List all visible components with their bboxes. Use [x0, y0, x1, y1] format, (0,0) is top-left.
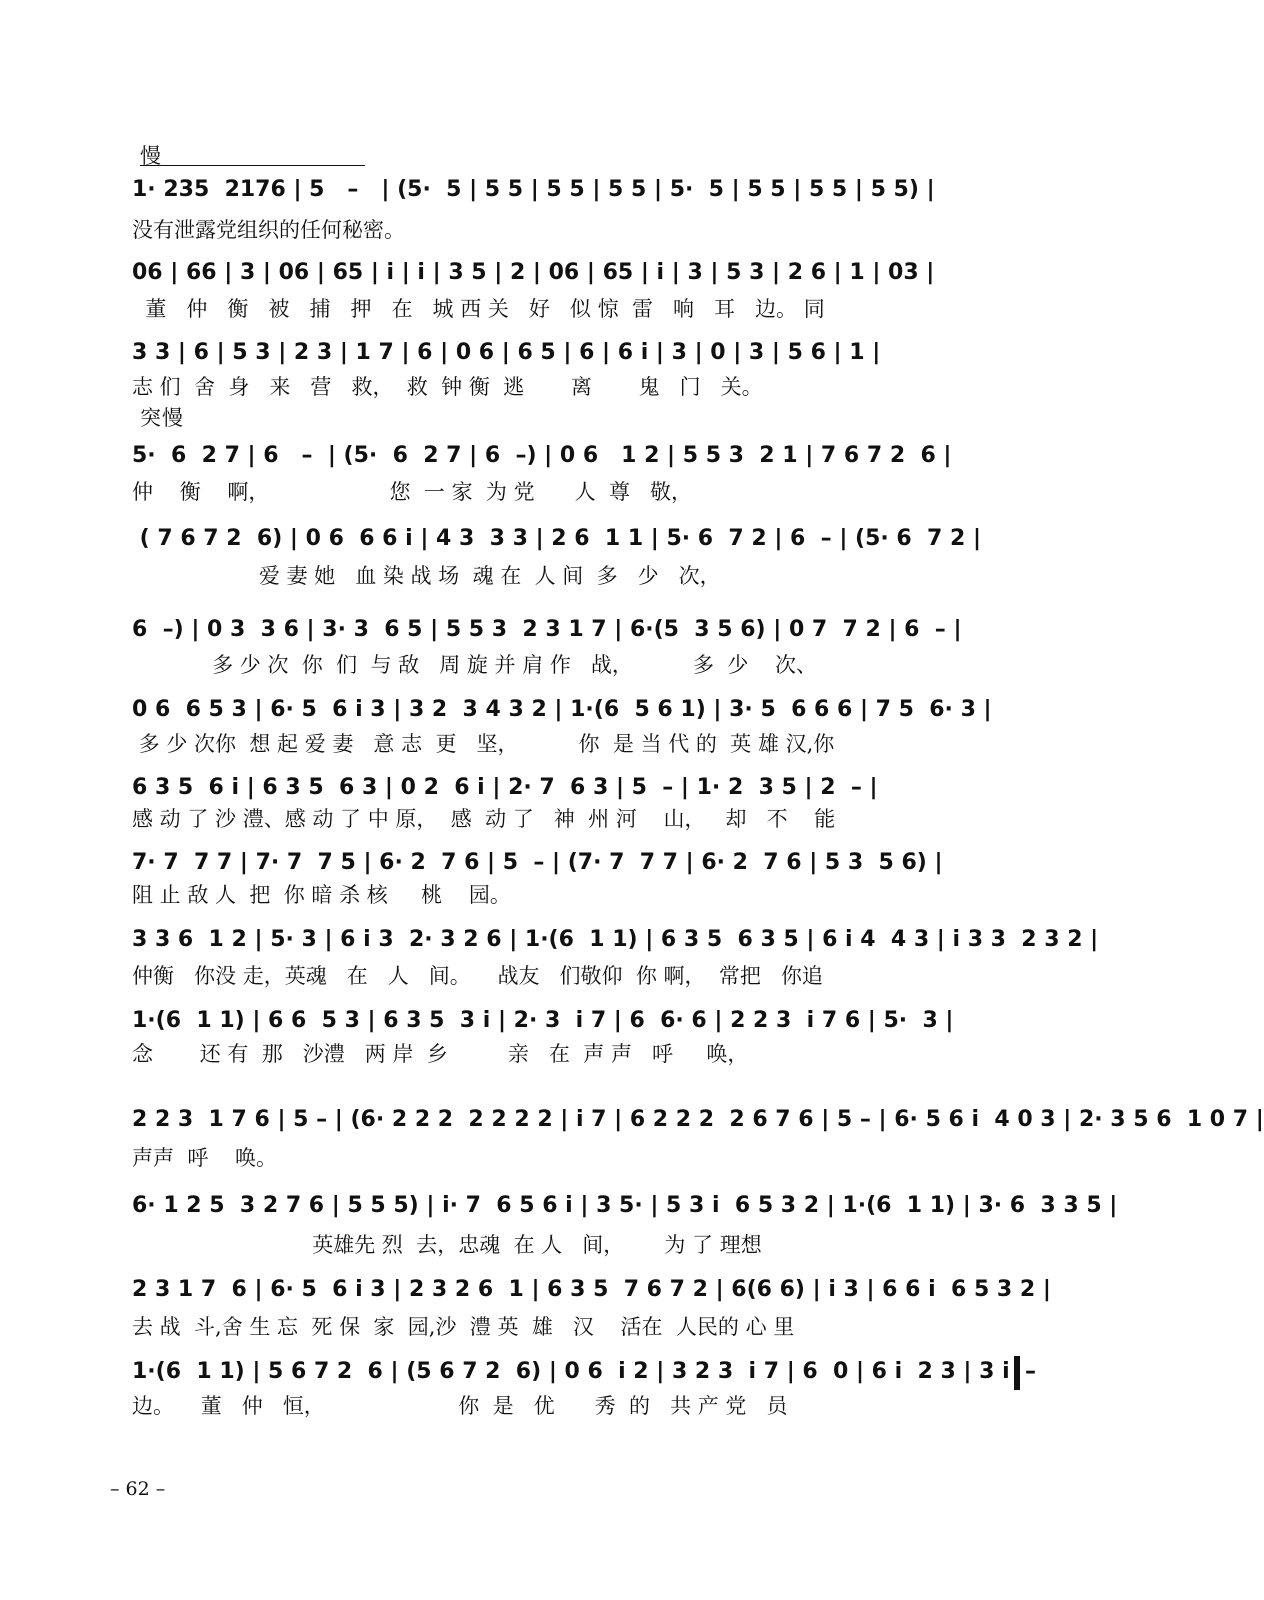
notation-line: ( 7 6 7 2 6) | 0 6 6 6 i | 4 3 3 3 | 2 6 1 1 | 5· 6 7 2 | 6 – | (5· 6 7 2 | — [132, 526, 982, 551]
notation-line: 2 2 3 1 7 6 | 5 – | (6· 2 2 2 2 2 2 2 | i 7 | 6 2 2 2 2 6 7 6 | 5 – | 6· 5 6 i 4 0 3 | 2· 3 5 6 1 0 7 | — [132, 1107, 1264, 1132]
lyrics-line: 仲 衡 啊， 您 一 家 为 党 人 尊 敬， — [132, 480, 693, 504]
lyrics-line: 爱 妻 她 血 染 战 场 魂 在 人 间 多 少 次， — [132, 564, 721, 588]
notation-line: 1· 235 2176 | 5 – | (5· 5 | 5 5 | 5 5 | 5 5 | 5· 5 | 5 5 | 5 5 | 5 5) | — [132, 177, 935, 202]
notation-line: 06 | 66 | 3 | 06 | 65 | i | i | 3 5 | 2 | 06 | 65 | i | 3 | 5 3 | 2 6 | 1 | 03 | — [132, 260, 935, 285]
lyrics-line: 志 们 舍 身 来 营 救， 救 钟 衡 逃 离 鬼 门 关。 — [132, 375, 763, 399]
tempo-mark-slow: 慢 — [140, 144, 162, 168]
lyrics-line: 没有泄露党组织的任何秘密。 — [132, 218, 405, 242]
notation-line: 5· 6 2 7 | 6 – | (5· 6 2 7 | 6 –) | 0 6 1 2 | 5 5 3 2 1 | 7 6 7 2 6 | — [132, 443, 952, 468]
lyrics-line: 多 少 次 你 们 与 敌 周 旋 并 肩 作 战， 多 少 次、 — [132, 653, 818, 677]
lyrics-line: 念 还 有 那 沙澧 两 岸 乡 亲 在 声 声 呼 唤， — [132, 1042, 749, 1066]
notation-line: 1·(6 1 1) | 6 6 5 3 | 6 3 5 3 i | 2· 3 i 7 | 6 6· 6 | 2 2 3 i 7 6 | 5· 3 | — [132, 1008, 954, 1033]
notation-line: 6· 1 2 5 3 2 7 6 | 5 5 5) | i· 7 6 5 6 i | 3 5· | 5 3 i 6 5 3 2 | 1·(6 1 1) | 3· 6 3 3 5 | — [132, 1193, 1118, 1218]
lyrics-line: 英雄先 烈 去，忠魂 在 人 间， 为 了 理想 — [132, 1233, 762, 1257]
notation-line: 7· 7 7 7 | 7· 7 7 5 | 6· 2 7 6 | 5 – | (7· 7 7 7 | 6· 2 7 6 | 5 3 5 6) | — [132, 850, 943, 875]
page-number: – 62 – — [110, 1478, 166, 1500]
lyrics-line: 边。 董 仲 恒， 你 是 优 秀 的 共 产 党 员 — [132, 1394, 788, 1418]
notation-line: 1·(6 1 1) | 5 6 7 2 6 | (5 6 7 2 6) | 0 6 i 2 | 3 2 3 i 7 | 6 0 | 6 i 2 3 | 3 i – — [132, 1359, 1036, 1384]
final-barline — [1014, 1356, 1020, 1390]
tempo-mark-sudden-slow: 突慢 — [140, 406, 184, 430]
lyrics-line: 感 动 了 沙 澧、感 动 了 中 原， 感 动 了 神 州 河 山， 却 不 能 — [132, 807, 836, 831]
notation-line: 6 3 5 6 i | 6 3 5 6 3 | 0 2 6 i | 2· 7 6 3 | 5 – | 1· 2 3 5 | 2 – | — [132, 775, 878, 800]
notation-line: 3 3 | 6 | 5 3 | 2 3 | 1 7 | 6 | 0 6 | 6 5 | 6 | 6 i | 3 | 0 | 3 | 5 6 | 1 | — [132, 340, 881, 365]
notation-line: 2 3 1 7 6 | 6· 5 6 i 3 | 2 3 2 6 1 | 6 3 5 7 6 7 2 | 6(6 6) | i 3 | 6 6 i 6 5 3 2 | — [132, 1277, 1051, 1302]
notation-line: 3 3 6 1 2 | 5· 3 | 6 i 3 2· 3 2 6 | 1·(6 1 1) | 6 3 5 6 3 5 | 6 i 4 4 3 | i 3 3 2 3 2 | — [132, 927, 1099, 952]
lyrics-line: 董 仲 衡 被 捕 押 在 城 西 关 好 似 惊 雷 响 耳 边。 同 — [132, 297, 825, 321]
lyrics-line: 仲衡 你没 走，英魂 在 人 间。 战友 们敬仰 你 啊， 常把 你追 — [132, 964, 823, 988]
tempo-underline — [140, 165, 365, 166]
notation-line: 0 6 6 5 3 | 6· 5 6 i 3 | 3 2 3 4 3 2 | 1·(6 5 6 1) | 3· 5 6 6 6 | 7 5 6· 3 | — [132, 697, 992, 722]
lyrics-line: 多 少 次你 想 起 爱 妻 意 志 更 坚， 你 是 当 代 的 英 雄 汉,你 — [132, 732, 835, 756]
notation-line: 6 –) | 0 3 3 6 | 3· 3 6 5 | 5 5 3 2 3 1 7 | 6·(5 3 5 6) | 0 7 7 2 | 6 – | — [132, 617, 962, 642]
lyrics-line: 声声 呼 唤。 — [132, 1146, 278, 1170]
lyrics-line: 去 战 斗,舍 生 忘 死 保 家 园,沙 澧 英 雄 汉 活在 人民的 心 里 — [132, 1315, 795, 1339]
lyrics-line: 阻 止 敌 人 把 你 暗 杀 核 桃 园。 — [132, 883, 511, 907]
